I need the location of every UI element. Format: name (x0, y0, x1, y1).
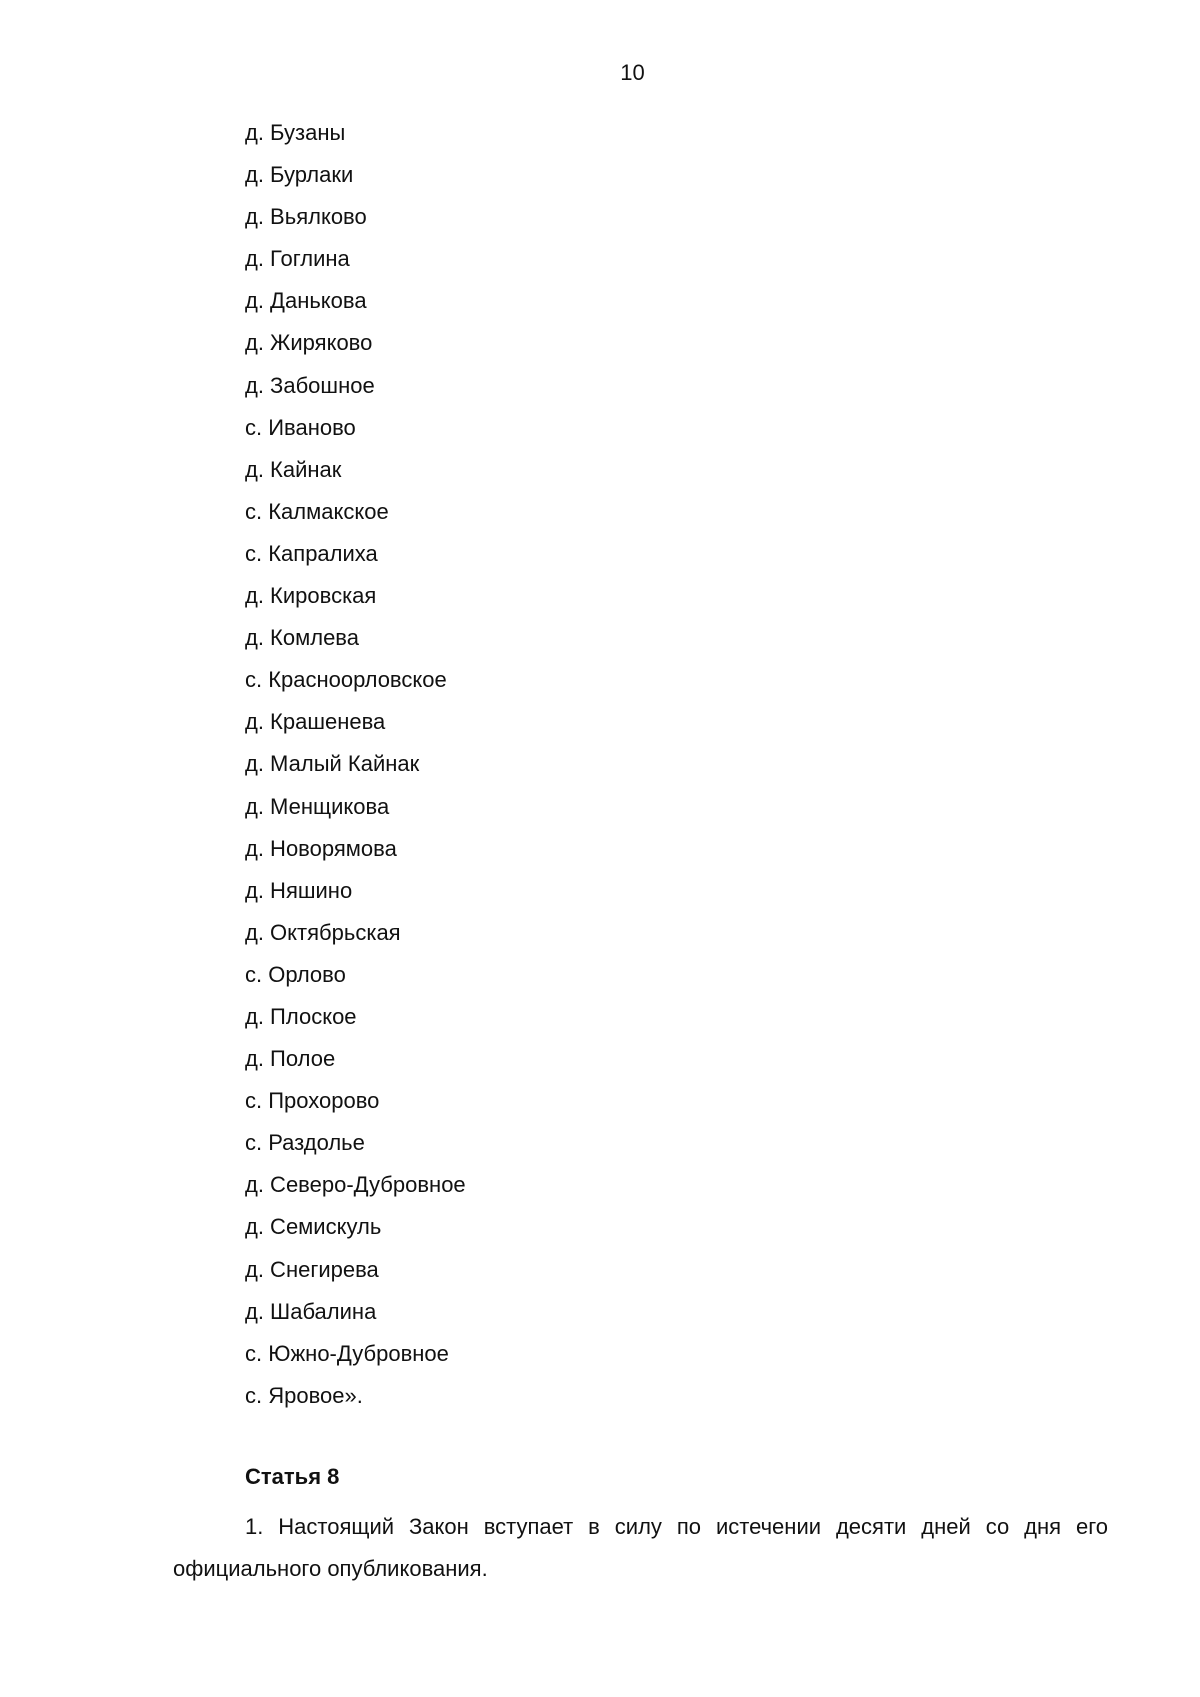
list-item: д. Забошное (245, 372, 375, 398)
list-item: д. Кировская (245, 583, 377, 609)
list-item: с. Прохорово (245, 1088, 380, 1114)
list-item: д. Северо-Дубровное (245, 1172, 466, 1198)
list-item: с. Орлово (245, 961, 346, 987)
list-item: д. Новорямова (245, 835, 397, 861)
list-item: д. Данькова (245, 288, 367, 314)
list-item: д. Комлева (245, 625, 359, 651)
list-item: д. Снегирева (245, 1256, 379, 1282)
list-item: с. Красноорловское (245, 667, 447, 693)
list-item: д. Плоское (245, 1003, 357, 1029)
list-item: д. Гоглина (245, 246, 350, 272)
list-item: д. Шабалина (245, 1298, 377, 1324)
list-item: д. Бурлаки (245, 162, 354, 188)
list-item: д. Крашенева (245, 709, 386, 735)
page-number: 10 (620, 60, 645, 85)
list-item: д. Полое (245, 1046, 336, 1072)
list-item: д. Семискуль (245, 1214, 382, 1240)
article-heading: Статья 8 (245, 1464, 340, 1489)
list-item: д. Менщикова (245, 793, 390, 819)
list-item: с. Калмакское (245, 498, 389, 524)
list-item: с. Яровое». (245, 1382, 363, 1408)
settlement-list (245, 120, 466, 1425)
list-item: с. Иваново (245, 414, 356, 440)
list-item: с. Раздолье (245, 1130, 365, 1156)
list-item: д. Октябрьская (245, 919, 401, 945)
list-item: с. Южно-Дубровное (245, 1340, 449, 1366)
list-item: д. Малый Кайнак (245, 751, 420, 777)
list-item: д. Вьялково (245, 204, 367, 230)
list-item: д. Кайнак (245, 456, 342, 482)
list-item: д. Няшино (245, 877, 353, 903)
list-item: д. Бузаны (245, 120, 346, 145)
article-paragraph: 1. Настоящий Закон вступает в силу по истечении десяти дней со дня его официального опубликования. (173, 1514, 1108, 1581)
list-item: с. Капралиха (245, 540, 378, 566)
list-item: д. Жиряково (245, 330, 373, 356)
